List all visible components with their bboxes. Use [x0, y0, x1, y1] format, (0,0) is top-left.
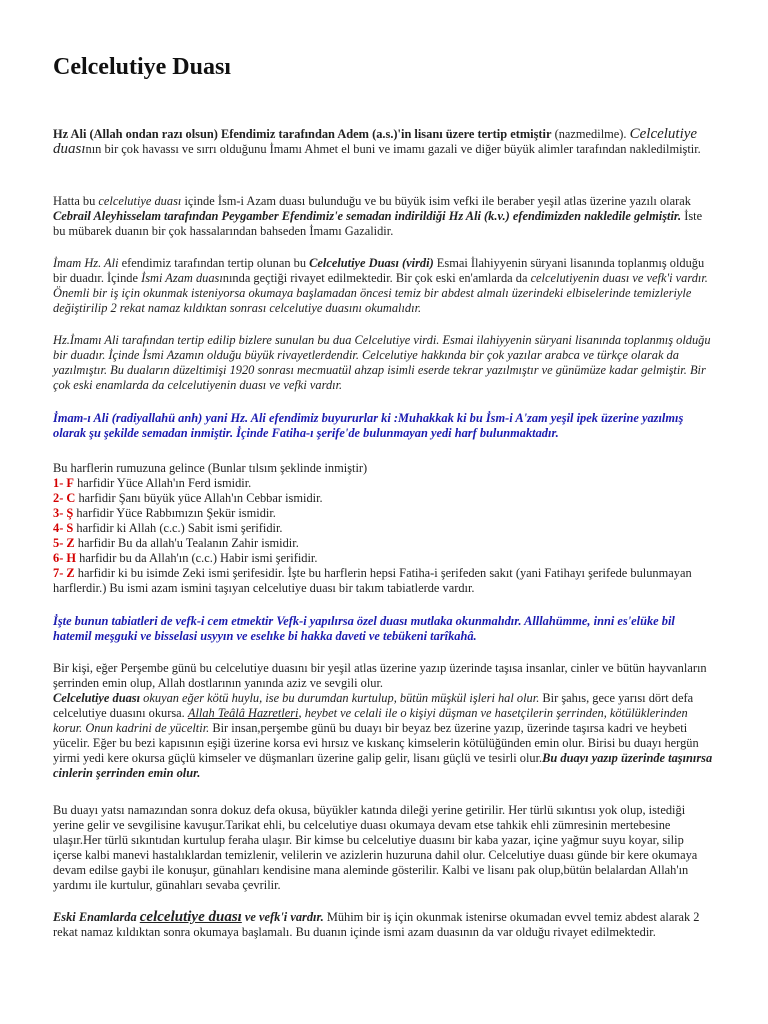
p3-italic-1: İmam Hz. Ali	[53, 256, 119, 270]
p7-text-3: Bir insan,perşembe günü bu duayı bir beyaz bez üzerine yazıp, üzerinde taşırsa kadri ve heybeti yücelir. Eğer bu bezi kapısının eşiği üzerine korsa evi hırsız ve kıskanç kimselerin kötülüğünden emin olur. Birisi bu duayı hergün yirmi yedi kere okursa güçlü kimseler ve düşmanları üzerine galip gelir, lisanı güçlü ve tesirli olur.	[53, 721, 699, 765]
letter-text: harfidir Şanı büyük yüce Allah'ın Cebbar ismidir.	[75, 491, 323, 505]
p7-text-2: Bir şahıs, gece yarısı dört defa celcelutiye duasını okursa.	[53, 691, 694, 720]
letter-key: 1- F	[53, 476, 74, 490]
intro-italic: Celcelutiye duası	[53, 126, 698, 157]
p3-text-3: nında geçtiği rivayet edilmektedir. Bir çok eski en'amlarda da	[222, 271, 531, 285]
letter-text: harfidir Bu da allah'u Tealanın Zahir ismidir.	[74, 536, 299, 550]
letter-text: harfidir ki Allah (c.c.) Sabit ismi şerifidir.	[73, 521, 283, 535]
p7-bold-italic-2: Bu duayı yazıp üzerinde taşınırsa cinlerin şerrinden emin olur.	[53, 751, 713, 780]
letter-text: harfidir Yüce Allah'ın Ferd ismidir.	[74, 476, 252, 490]
letter-text: harfidir bu da Allah'ın (c.c.) Habir ismi şerifidir.	[76, 551, 318, 565]
paragraph-9	[53, 910, 715, 940]
intro-paragraph	[53, 127, 715, 157]
paragraph-3	[53, 256, 715, 316]
letter-key: 7- Z	[53, 566, 75, 580]
letter-item	[53, 566, 715, 596]
letter-item	[53, 491, 715, 506]
paragraph-7	[53, 661, 715, 781]
paragraph-4: Hz.İmamı Ali tarafından tertip edilip bizlere sunulan bu dua Celcelutiye virdi. Esmai ilahiyyenin süryani lisanında toplanmış olduğu bir duadır. İçinde İsmi Azamın olduğu büyük rivayetlerdendir. Celcelutiye hakkında bir çok yazılar arabca ve türkçe olarak da yazılmıştır. Bu duaların düzeltimişi 1920 sonrası mecmuatül ahzap isimli eserde tekrar yazılmıştır ve günümüze kadar gelmiştir. Bir çok eski enamlarda da celcelutiyenin duası ve vefki vardır.	[53, 333, 711, 392]
letter-key: 3- Ş	[53, 506, 74, 520]
letter-item	[53, 521, 715, 536]
letter-key: 2- C	[53, 491, 76, 505]
intro-text-1: (nazmedilme).	[551, 127, 630, 141]
letters-list	[53, 461, 715, 596]
letter-item	[53, 551, 715, 566]
p7-bold-italic-1: Celcelutiye duası	[53, 691, 141, 705]
p2-bold-italic: Cebrail Aleyhisselam tarafından Peygamber Efendimiz'e semadan indirildiği Hz Ali (k.v.) efendimizden nakledile gelmiştir.	[53, 209, 682, 223]
p2-text-1: Hatta bu	[53, 194, 99, 208]
p7-text-1: Bir kişi, eğer Perşembe günü bu celcelutiye duasını bir yeşil atlas üzerine yazıp üzerinde taşısa insanlar, cinler ve bütün hayvanların şerrinden emin olup, Allah dostlarının yanında aziz ve sevgili olur.	[53, 661, 707, 690]
quote-paragraph-blue: İmam-ı Ali (radiyallahü anh) yani Hz. Ali efendimiz buyururlar ki :Muhakkak ki bu İsm-i A'zam yeşil ipek üzerine yazılmış olarak şu şekilde semadan inmiştir. İçinde Fatiha-ı şerife'de bulunmayan yedi harf bulunmaktadır.	[53, 411, 684, 440]
p9-bold-italic-underline: celcelutiye duası	[139, 909, 242, 925]
p3-italic-2: İsmi Azam duası	[141, 271, 223, 285]
p3-text-1: efendimiz tarafından tertip olunan bu	[118, 256, 310, 270]
letter-key: 6- H	[53, 551, 77, 565]
prayer-paragraph-blue: İşte bunun tabiatleri de vefk-i cem etmektir Vefk-i yapılırsa özel duası mutlaka okunmalıdır. Alllahümme, inni es'elüke bil hatemil meşguki ve bisselasi usyyın ve eselıke bi hakka daveti ve tebükeni tarîkahâ.	[53, 614, 675, 643]
p9-bold-italic-1: Eski Enamlarda	[53, 910, 140, 924]
p3-text-2: Esmai İlahiyyenin süryani lisanında toplanmış olduğu bir duadır. İçinde	[53, 256, 705, 285]
intro-bold: Hz Ali (Allah ondan razı olsun) Efendimiz tarafından Adem (a.s.)'in lisanı üzere tertip etmiştir	[53, 127, 552, 141]
p9-text: Mühim bir iş için okunmak istenirse okumadan evvel temiz abdest alarak 2 rekat namaz kıldıktan sonra okumaya başlamalı. Bu duanın içinde ismi azam duasının da var olduğu rivayet edilmektedir.	[53, 910, 700, 939]
p7-italic-1: okuyan eğer kötü huylu, ise bu durumdan kurtulup, bütün müşkül işleri hal olur.	[140, 691, 540, 705]
intro-text-2: nın bir çok havassı ve sırrı olduğunu İmamı Ahmet el buni ve imamı gazali ve diğer büyük alimler tarafından nakledilmiştir.	[85, 142, 701, 156]
letter-item	[53, 506, 715, 521]
p7-italic-underline: Allah Teâlâ Hazretleri	[187, 706, 299, 720]
page-title: Celcelutiye Duası	[53, 54, 231, 80]
paragraph-2	[53, 194, 715, 239]
letter-key: 5- Z	[53, 536, 75, 550]
letter-key: 4- S	[53, 521, 74, 535]
letter-text: harfidir Yüce Rabbımızın Şekür ismidir.	[73, 506, 276, 520]
letter-item	[53, 536, 715, 551]
p7-italic-2: , heybet ve celali ile o kişiyi düşman ve hasetçilerin şerrinden, kötülüklerinden korur. Onun kadrini de yüceltir.	[53, 706, 688, 735]
p2-text-3: İste bu mübarek duanın bir çok hassalarından bahseden İmamı Gazalidir.	[53, 209, 703, 238]
letter-item	[53, 476, 715, 491]
letters-intro: Bu harflerin rumuzuna gelince (Bunlar tılsım şeklinde inmiştir)	[53, 461, 368, 475]
paragraph-8: Bu duayı yatsı namazından sonra dokuz defa okusa, büyükler katında dileği yerine getirilir. Her türlü sıkıntısı yok olup, istediği yerine gelir ve sevgilisine kavuşur.Tarikat ehli, bu celcelutiye duası okumaya devam etse tahkik ehli zümresinin mertebesine ulaşır.Her türlü sıkıntıdan kurtulup feraha ulaşır. Bir kimse bu celcelutiye duasını bir kaba yazar, içine yağmur suyu koyar, silip içerse kalbi manevi hastalıklardan temizlenir, velilerin ve azizlerin huzuruna dahil olur. Celcelutiye duası günde bir kere okumaya devam edilse gaybi ile konuşur, günahları kendisine mana aleminde gösterilir. Kalbi ve lisanı pak olup,bütün belalardan Allah'ın yardımı ile kurtulur, günahları sevaba çevrilir.	[53, 803, 698, 892]
p2-italic: celcelutiye duası	[98, 194, 182, 208]
p3-bold-italic: Celcelutiye Duası (virdi)	[309, 256, 434, 270]
letter-text: harfidir ki bu isimde Zeki ismi şerifesidir. İşte bu harflerin hepsi Fatiha-i şerifeden sakıt (yani Fatihayı şerifede bulunmayan harflerdir.) Bu ismi azam ismini taşıyan celcelutiye duası bir takım tabiatlerde vardır.	[53, 566, 692, 595]
p3-italic-3: celcelutiyenin duası ve vefk'i vardır. Önemli bir iş için okunmak isteniyorsa okumaya başlamadan öncesi temiz bir abdest almalı üzerindeki elbiselerinde temizleriyle değiştirilip 2 rekat namaz kıldıktan sonrası celcelutiye duasını okumalıdır.	[53, 271, 708, 315]
p9-bold-italic-2: ve vefk'i vardır.	[241, 910, 324, 924]
p2-text-2: içinde İsm-i Azam duası bulunduğu ve bu büyük isim vefki ile beraber yeşil atlas üzerine yazılı olarak	[181, 194, 691, 208]
